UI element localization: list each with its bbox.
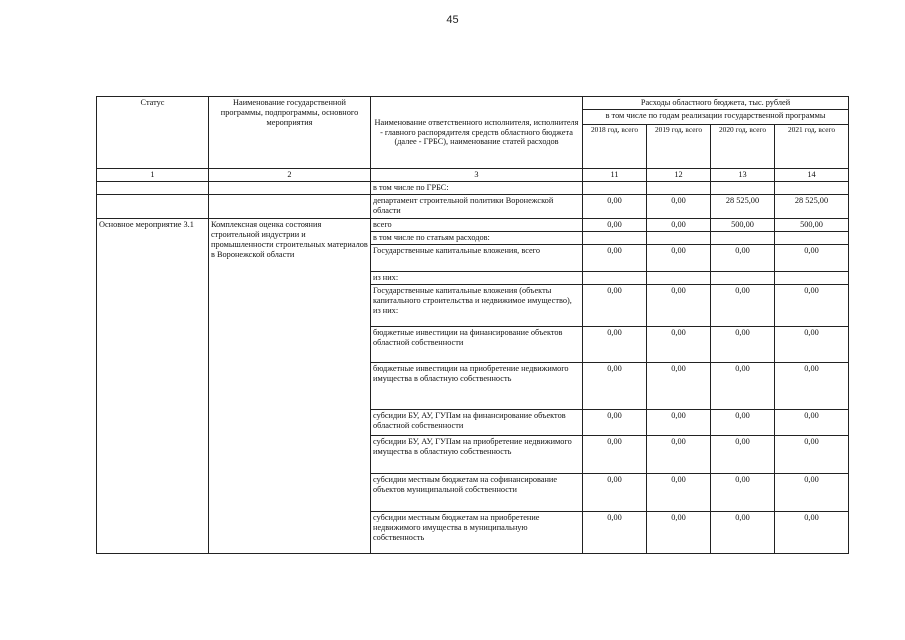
value-cell bbox=[711, 181, 775, 194]
row-label: субсидии БУ, АУ, ГУПам на приобретение недвижимого имущества в областную собственность bbox=[371, 435, 583, 473]
value-cell: 500,00 bbox=[775, 218, 849, 231]
header-expenses: Расходы областного бюджета, тыс. рублей bbox=[583, 97, 849, 110]
value-cell: 0,00 bbox=[583, 218, 647, 231]
value-cell bbox=[647, 271, 711, 284]
value-cell: 0,00 bbox=[775, 284, 849, 326]
value-cell bbox=[775, 271, 849, 284]
row-label: Государственные капитальные вложения, всего bbox=[371, 244, 583, 271]
value-cell: 0,00 bbox=[775, 435, 849, 473]
table-row bbox=[97, 218, 849, 231]
row-label: всего bbox=[371, 218, 583, 231]
status-cell-empty bbox=[97, 194, 209, 218]
value-cell: 0,00 bbox=[711, 409, 775, 435]
value-cell: 0,00 bbox=[775, 473, 849, 511]
value-cell: 0,00 bbox=[583, 194, 647, 218]
value-cell: 0,00 bbox=[583, 284, 647, 326]
value-cell: 0,00 bbox=[583, 473, 647, 511]
table-body bbox=[97, 169, 849, 554]
value-cell: 0,00 bbox=[711, 511, 775, 553]
value-cell: 0,00 bbox=[647, 362, 711, 409]
value-cell: 0,00 bbox=[647, 244, 711, 271]
value-cell bbox=[647, 181, 711, 194]
header-year-2020: 2020 год, всего bbox=[711, 125, 775, 169]
value-cell: 0,00 bbox=[711, 284, 775, 326]
value-cell: 0,00 bbox=[775, 362, 849, 409]
header-executor: Наименование ответственного исполнителя, исполнителя - главного распорядителя средств областного бюджета (далее - ГРБС), наименование статей расходов bbox=[371, 97, 583, 169]
row-label: субсидии местным бюджетам на приобретение недвижимого имущества в муниципальную собственность bbox=[371, 511, 583, 553]
table-row bbox=[97, 181, 849, 194]
column-index: 1 bbox=[97, 169, 209, 182]
value-cell: 0,00 bbox=[775, 326, 849, 362]
activity-name: Комплексная оценка состояния строительной индустрии и промышленности строительных материалов в Воронежской области bbox=[209, 218, 371, 553]
value-cell: 0,00 bbox=[583, 244, 647, 271]
header-year-2018: 2018 год, всего bbox=[583, 125, 647, 169]
row-label: в том числе по статьям расходов: bbox=[371, 231, 583, 244]
value-cell: 0,00 bbox=[775, 244, 849, 271]
header-year-2019: 2019 год, всего bbox=[647, 125, 711, 169]
column-index: 2 bbox=[209, 169, 371, 182]
column-index: 3 bbox=[371, 169, 583, 182]
value-cell: 0,00 bbox=[583, 409, 647, 435]
value-cell: 28 525,00 bbox=[775, 194, 849, 218]
value-cell bbox=[711, 271, 775, 284]
value-cell: 0,00 bbox=[647, 409, 711, 435]
value-cell bbox=[583, 271, 647, 284]
value-cell: 0,00 bbox=[647, 511, 711, 553]
row-label: субсидии БУ, АУ, ГУПам на финансирование объектов областной собственности bbox=[371, 409, 583, 435]
value-cell: 0,00 bbox=[711, 362, 775, 409]
value-cell bbox=[775, 181, 849, 194]
column-index: 13 bbox=[711, 169, 775, 182]
value-cell bbox=[583, 231, 647, 244]
value-cell: 0,00 bbox=[711, 435, 775, 473]
value-cell: 0,00 bbox=[647, 194, 711, 218]
header-year-2021: 2021 год, всего bbox=[775, 125, 849, 169]
column-index-row bbox=[97, 169, 849, 182]
value-cell: 0,00 bbox=[583, 511, 647, 553]
activity-status: Основное мероприятие 3.1 bbox=[97, 218, 209, 553]
value-cell: 28 525,00 bbox=[711, 194, 775, 218]
value-cell bbox=[711, 231, 775, 244]
value-cell: 0,00 bbox=[711, 244, 775, 271]
value-cell: 0,00 bbox=[583, 435, 647, 473]
value-cell bbox=[775, 231, 849, 244]
row-label: из них: bbox=[371, 271, 583, 284]
table-row bbox=[97, 194, 849, 218]
row-label: бюджетные инвестиции на приобретение недвижимого имущества в областную собственность bbox=[371, 362, 583, 409]
column-index: 12 bbox=[647, 169, 711, 182]
value-cell: 0,00 bbox=[711, 473, 775, 511]
status-cell-empty bbox=[97, 181, 209, 194]
value-cell: 0,00 bbox=[775, 511, 849, 553]
value-cell bbox=[647, 231, 711, 244]
row-label: субсидии местным бюджетам на софинансирование объектов муниципальной собственности bbox=[371, 473, 583, 511]
value-cell: 0,00 bbox=[775, 409, 849, 435]
value-cell: 0,00 bbox=[711, 326, 775, 362]
row-label: бюджетные инвестиции на финансирование объектов областной собственности bbox=[371, 326, 583, 362]
value-cell: 0,00 bbox=[647, 473, 711, 511]
value-cell: 500,00 bbox=[711, 218, 775, 231]
value-cell: 0,00 bbox=[647, 326, 711, 362]
value-cell: 0,00 bbox=[583, 362, 647, 409]
program-cell-empty bbox=[209, 181, 371, 194]
row-label: департамент строительной политики Воронежской области bbox=[371, 194, 583, 218]
header-status: Статус bbox=[97, 97, 209, 169]
row-label: в том числе по ГРБС: bbox=[371, 181, 583, 194]
column-index: 14 bbox=[775, 169, 849, 182]
value-cell: 0,00 bbox=[647, 284, 711, 326]
program-cell-empty bbox=[209, 194, 371, 218]
header-program-name: Наименование государственной программы, подпрограммы, основного мероприятия bbox=[209, 97, 371, 169]
header-by-years: в том числе по годам реализации государственной программы bbox=[583, 110, 849, 125]
column-index: 11 bbox=[583, 169, 647, 182]
value-cell bbox=[583, 181, 647, 194]
value-cell: 0,00 bbox=[647, 435, 711, 473]
value-cell: 0,00 bbox=[583, 326, 647, 362]
value-cell: 0,00 bbox=[647, 218, 711, 231]
row-label: Государственные капитальные вложения (объекты капитального строительства и недвижимое имущество), из них: bbox=[371, 284, 583, 326]
page-number: 45 bbox=[446, 14, 459, 26]
budget-table bbox=[96, 96, 849, 554]
